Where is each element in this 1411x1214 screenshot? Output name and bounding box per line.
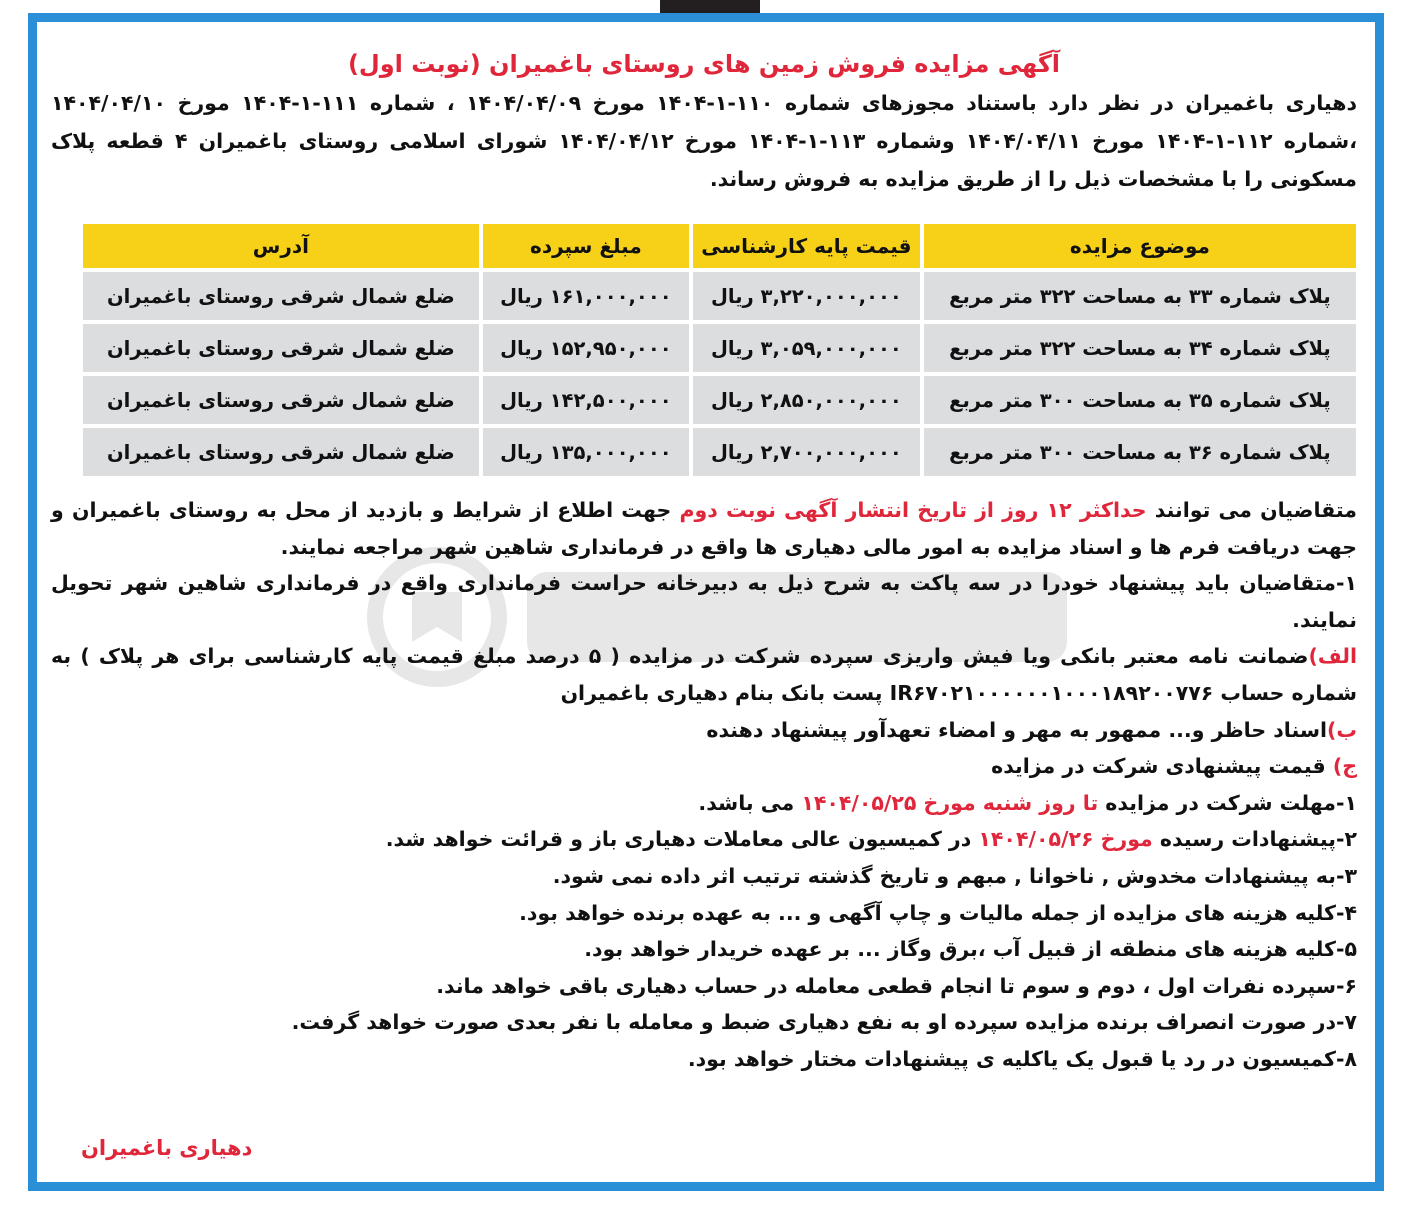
condition-2-end: در کمیسیون عالی معاملات دهیاری باز و قرائت خواهد شد. [385,827,972,852]
envelope-b-text: اسناد حاظر و... ممهور به مهر و امضاء تعهدآور پیشنهاد دهنده [706,717,1328,742]
table-row [83,324,1356,372]
notice-body [51,492,1357,1078]
cell-base-price: ۳,۰۵۹,۰۰۰,۰۰۰ ریال [693,324,920,372]
notice-title: آگهی مزایده فروش زمین های روستای باغمیران (نوبت اول) [347,50,1061,78]
envelope-b [51,712,1357,749]
cell-address: ضلع شمال شرقی روستای باغمیران [83,428,479,476]
condition-8: ۸-کمیسیون در رد یا قبول یک یاکلیه ی پیشنهادات مختار خواهد بود. [687,1046,1357,1071]
envelope-a [51,638,1357,711]
condition-3: ۳-به پیشنهادات مخدوش , ناخوانا , مبهم و تاریخ گذشته ترتیب اثر داده نمی شود. [552,863,1357,888]
condition-4: ۴-کلیه هزینه های مزایده از جمله مالیات و چاپ آگهی و ... به عهده برنده خواهد بود. [519,900,1357,925]
table-row [83,272,1356,320]
cell-base-price: ۲,۷۰۰,۰۰۰,۰۰۰ ریال [693,428,920,476]
applicants-deadline-highlight: حداکثر ۱۲ روز از تاریخ انتشار آگهی نوبت دوم [679,498,1147,522]
condition-2-date: مورخ ۱۴۰۴/۰۵/۲۶ [978,827,1153,852]
cell-subject: پلاک شماره ۳۶ به مساحت ۳۰۰ متر مربع [924,428,1356,476]
cell-subject: پلاک شماره ۳۳ به مساحت ۳۲۲ متر مربع [924,272,1356,320]
condition-1-end: می باشد. [698,790,795,815]
condition-2 [51,821,1357,858]
cell-subject: پلاک شماره ۳۴ به مساحت ۳۲۲ متر مربع [924,324,1356,372]
header-address: آدرس [83,224,479,268]
cell-address: ضلع شمال شرقی روستای باغمیران [83,376,479,424]
intro-paragraph: دهیاری باغمیران در نظر دارد باستناد مجوزهای شماره ۱۱۰-۱-۱۴۰۴ مورخ ۱۴۰۴/۰۴/۰۹ ، شماره ۱۱۱-۱-۱۴۰۴ مورخ ۱۴۰۴/۰۴/۱۰ ،شماره ۱۱۲-۱-۱۴۰۴ مورخ ۱۴۰۴/۰۴/۱۱ وشماره ۱۱۳-۱-۱۴۰۴ مورخ ۱۴۰۴/۰۴/۱۲ شورای اسلامی روستای باغمیران ۴ قطعه پلاک مسکونی را با مشخصات ذیل را از طریق مزایده به فروش رساند. [51,91,1357,191]
envelope-c-text: قیمت پیشنهادی شرکت در مزایده [991,754,1326,779]
condition-7: ۷-در صورت انصراف برنده مزایده سپرده او به نفع دهیاری ضبط و معامله با نفر بعدی صورت خواهد گرفت. [291,1010,1357,1035]
applicants-text-end: جهت اطلاع از شرایط و بازدید از محل به روستای باغمیران و جهت دریافت فرم ها و اسناد مزایده به امور مالی دهیاری ها واقع در فرمانداری شاهین شهر مراجعه نمایند. [51,498,1357,559]
signature: دهیاری باغمیران [81,1136,253,1160]
table-row [83,376,1356,424]
cell-deposit: ۱۴۲,۵۰۰,۰۰۰ ریال [483,376,689,424]
envelope-c [51,748,1357,785]
header-subject: موضوع مزایده [924,224,1356,268]
cell-deposit: ۱۶۱,۰۰۰,۰۰۰ ریال [483,272,689,320]
condition-1 [51,785,1357,822]
condition-5: ۵-کلیه هزینه های منطقه از قبیل آب ،برق وگاز ... بر عهده خریدار خواهد بود. [584,937,1357,962]
envelope-c-label: ج) [1332,754,1357,779]
delivery-paragraph: ۱-متقاضیان باید پیشنهاد خودرا در سه پاکت به شرح ذیل به دبیرخانه حراست فرمانداری واقع در فرمانداری شاهین شهر تحویل نمایند. [51,571,1357,632]
header-deposit: مبلغ سپرده [483,224,689,268]
condition-1-date: تا روز شنبه مورخ ۱۴۰۴/۰۵/۲۵ [801,790,1099,815]
cell-subject: پلاک شماره ۳۵ به مساحت ۳۰۰ متر مربع [924,376,1356,424]
applicants-paragraph [51,492,1357,565]
cell-address: ضلع شمال شرقی روستای باغمیران [83,272,479,320]
condition-1-start: ۱-مهلت شرکت در مزایده [1105,790,1357,815]
cell-deposit: ۱۵۲,۹۵۰,۰۰۰ ریال [483,324,689,372]
envelope-a-text: ضمانت نامه معتبر بانکی ویا فیش واریزی سپرده شرکت در مزایده ( ۵ درصد مبلغ قیمت پایه کارشناسی برای هر پلاک ) به شماره حساب IR۶۷۰۲۱۰۰۰۰۰۰۱۰۰۰۱۸۹۲۰۰۷۷۶ پست بانک بنام دهیاری باغمیران [51,644,1357,705]
condition-6: ۶-سپرده نفرات اول ، دوم و سوم تا انجام قطعی معامله در حساب دهیاری باقی خواهد ماند. [436,973,1357,998]
top-tab-marker [660,0,760,13]
cell-base-price: ۲,۸۵۰,۰۰۰,۰۰۰ ریال [693,376,920,424]
table-row [83,428,1356,476]
header-base-price: قیمت پایه کارشناسی [693,224,920,268]
cell-deposit: ۱۳۵,۰۰۰,۰۰۰ ریال [483,428,689,476]
cell-base-price: ۳,۲۲۰,۰۰۰,۰۰۰ ریال [693,272,920,320]
notice-content [51,22,1357,1182]
envelope-b-label: ب) [1327,717,1357,742]
condition-2-start: ۲-پیشنهادات رسیده [1159,827,1357,852]
applicants-text-start: متقاضیان می توانند [1154,498,1357,522]
notice-frame [28,13,1384,1191]
cell-address: ضلع شمال شرقی روستای باغمیران [83,324,479,372]
table-header-row [83,224,1356,268]
envelope-a-label: الف) [1308,644,1357,669]
auction-table [79,220,1360,480]
